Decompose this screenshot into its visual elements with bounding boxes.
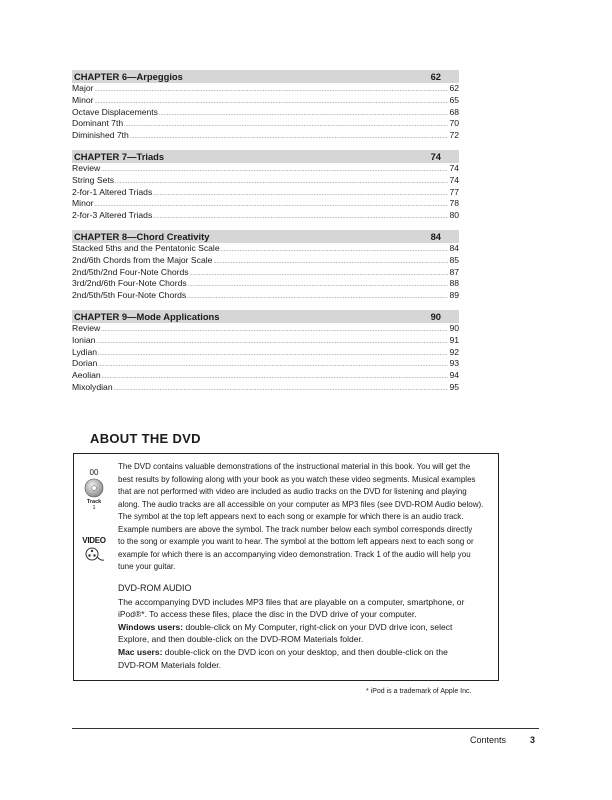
- toc-entry[interactable]: [72, 290, 459, 302]
- description-line: best results by following along with your book as you watch these video segments. Musical examples: [118, 474, 476, 484]
- windows-text: Explore, and then double-click on the DVD-ROM Materials folder.: [118, 634, 364, 645]
- entry-page: 95: [449, 381, 459, 392]
- dvd-info-box: [73, 453, 499, 681]
- entry-title: 2-for-3 Altered Triads: [72, 210, 153, 221]
- chapter-heading[interactable]: [72, 310, 459, 323]
- toc-entry[interactable]: [72, 118, 459, 130]
- entry-title: 2nd/6th Chords from the Major Scale: [72, 254, 213, 265]
- chapter-heading[interactable]: [72, 70, 459, 83]
- chapter-heading[interactable]: [72, 230, 459, 243]
- entry-title: Diminished 7th: [72, 130, 129, 141]
- entry-title: Dorian: [72, 358, 98, 369]
- toc-entry[interactable]: [72, 358, 459, 370]
- leader-dots: [102, 372, 449, 384]
- chapter-page: 62: [430, 71, 441, 82]
- entry-title: 3rd/2nd/6th Four-Note Chords: [72, 278, 187, 289]
- leader-dots: [213, 257, 448, 269]
- entry-page: 91: [449, 334, 459, 345]
- entry-title: 2nd/5th/2nd Four-Note Chords: [72, 266, 189, 277]
- mac-label: Mac users:: [118, 646, 163, 657]
- dvd-rom-line: iPod®*. To access these files, place the disc in the DVD drive of your computer.: [118, 609, 417, 620]
- chapter-title: CHAPTER 9—Mode Applications: [74, 310, 220, 322]
- toc-entry[interactable]: [72, 130, 459, 142]
- entry-page: 70: [449, 118, 459, 129]
- entry-page: 94: [449, 370, 459, 381]
- leader-dots: [153, 189, 448, 201]
- description-line: along. The audio tracks are all accessible on your computer as MP3 files (see DVD-ROM Audio below).: [118, 499, 484, 509]
- chapter-page: 84: [430, 230, 441, 242]
- description-line: to the song or example you want to hear. The symbol at the bottom left appears next to each song or: [118, 537, 474, 546]
- dvd-rom-section: [118, 582, 490, 671]
- entry-page: 87: [449, 266, 459, 277]
- entry-page: 89: [449, 290, 459, 301]
- toc-entry[interactable]: [72, 210, 459, 222]
- toc-chapter-section: [72, 230, 459, 302]
- entry-title: Stacked 5ths and the Pentatonic Scale: [72, 242, 220, 253]
- leader-dots: [101, 325, 448, 337]
- windows-instructions: [118, 621, 490, 634]
- leader-dots: [95, 85, 449, 97]
- about-dvd-heading: ABOUT THE DVD: [90, 431, 201, 446]
- entry-title: Mixolydian: [72, 381, 113, 392]
- dvd-rom-line: The accompanying DVD includes MP3 files that are playable on a computer, smartphone, or: [118, 596, 465, 607]
- entry-title: Ionian: [72, 334, 96, 345]
- leader-dots: [114, 384, 449, 396]
- entry-title: 2nd/5th/5th Four-Note Chords: [72, 290, 187, 301]
- entry-title: Review: [72, 162, 101, 173]
- mac-text: double-click on the DVD icon on your desktop, and then double-click on the: [162, 646, 448, 657]
- entry-page: 62: [449, 83, 459, 93]
- dvd-description: [118, 461, 490, 574]
- toc-entry[interactable]: [72, 187, 459, 199]
- table-of-contents: [72, 70, 459, 402]
- description-line: The symbol at the top left appears next to each song or example for which there is an audio track.: [118, 512, 464, 521]
- entry-title: Dominant 7th: [72, 118, 124, 129]
- leader-dots: [159, 109, 448, 121]
- toc-entry[interactable]: [72, 95, 459, 107]
- windows-text: double-click on My Computer, right-click on your DVD drive icon, select: [183, 621, 453, 632]
- toc-entry[interactable]: [72, 347, 459, 359]
- entry-title: Minor: [72, 94, 94, 105]
- footer-label: Contents: [470, 735, 507, 745]
- toc-entry[interactable]: [72, 175, 459, 187]
- chapter-page: 74: [430, 150, 441, 162]
- chapter-title: CHAPTER 7—Triads: [74, 150, 165, 162]
- page-number: 3: [530, 735, 536, 745]
- leader-dots: [188, 280, 449, 292]
- toc-chapter-section: [72, 150, 459, 222]
- toc-entry[interactable]: [72, 267, 459, 279]
- chapter-title: CHAPTER 8—Chord Creativity: [74, 230, 210, 242]
- toc-chapter-section: [72, 310, 459, 394]
- entry-page: 77: [449, 186, 459, 197]
- leader-dots: [130, 132, 449, 144]
- toc-entry[interactable]: [72, 255, 459, 267]
- example-number: 00: [89, 468, 99, 477]
- footer-rule: [72, 728, 539, 729]
- leader-dots: [190, 269, 449, 281]
- toc-entry[interactable]: [72, 370, 459, 382]
- leader-dots: [221, 245, 449, 257]
- windows-label: Windows users:: [118, 621, 184, 632]
- entry-title: String Sets: [72, 174, 115, 185]
- entry-page: 85: [449, 254, 459, 265]
- entry-title: Aeolian: [72, 370, 101, 381]
- entry-page: 93: [449, 358, 459, 369]
- entry-page: 84: [449, 242, 459, 253]
- film-reel-icon: [83, 545, 105, 563]
- entry-page: 78: [449, 198, 459, 209]
- entry-page: 90: [449, 322, 459, 333]
- entry-title: Lydian: [72, 346, 98, 357]
- toc-entry[interactable]: [72, 323, 459, 335]
- toc-entry[interactable]: [72, 382, 459, 394]
- toc-entry[interactable]: [72, 107, 459, 119]
- entry-page: 80: [449, 210, 459, 221]
- footnote: * iPod is a trademark of Apple Inc.: [366, 688, 472, 695]
- toc-entry[interactable]: [72, 278, 459, 290]
- track-number: 1: [92, 505, 96, 511]
- leader-dots: [187, 292, 448, 304]
- chapter-page: 90: [430, 310, 441, 322]
- entry-page: 65: [449, 94, 459, 105]
- toc-entry[interactable]: [72, 198, 459, 210]
- leader-dots: [96, 337, 448, 349]
- entry-title: Review: [72, 322, 101, 333]
- leader-dots: [124, 120, 448, 132]
- entry-title: Major: [72, 83, 94, 93]
- entry-title: Octave Displacements: [72, 106, 158, 117]
- audio-track-symbol: [74, 468, 114, 511]
- toc-chapter-section: [72, 70, 459, 142]
- leader-dots: [98, 360, 448, 372]
- toc-entry[interactable]: [72, 83, 459, 95]
- cd-icon: [84, 478, 104, 498]
- entry-page: 72: [449, 130, 459, 141]
- entry-page: 88: [449, 278, 459, 289]
- entry-page: 74: [449, 162, 459, 173]
- mac-instructions: [118, 646, 490, 659]
- description-line: that are not performed with video are included as audio tracks on the DVD for listening and playing: [118, 487, 467, 496]
- description-line: tune your guitar.: [118, 562, 176, 571]
- entry-title: Minor: [72, 198, 94, 209]
- toc-entry[interactable]: [72, 243, 459, 255]
- mac-text: DVD-ROM Materials folder.: [118, 659, 221, 670]
- entry-title: 2-for-1 Altered Triads: [72, 186, 153, 197]
- toc-entry[interactable]: [72, 335, 459, 347]
- chapter-heading[interactable]: [72, 150, 459, 163]
- track-label: Track: [86, 499, 102, 505]
- leader-dots: [153, 212, 448, 224]
- description-line: The DVD contains valuable demonstrations of the instructional material in this book. You will get the: [118, 462, 471, 471]
- video-label: VIDEO: [82, 536, 106, 545]
- toc-entry[interactable]: [72, 163, 459, 175]
- entry-page: 74: [449, 174, 459, 185]
- leader-dots: [115, 177, 448, 189]
- leader-dots: [101, 165, 448, 177]
- chapter-title: CHAPTER 6—Arpeggios: [74, 71, 183, 82]
- entry-page: 68: [449, 106, 459, 117]
- video-symbol: [74, 536, 114, 563]
- dvd-rom-heading: DVD-ROM AUDIO: [118, 583, 192, 593]
- entry-page: 92: [449, 346, 459, 357]
- description-line: example for which there is an accompanying video demonstration. Track 1 of the audio will help you: [118, 549, 471, 559]
- description-line: Example numbers are above the symbol. The track number below each symbol corresponds directly: [118, 524, 473, 534]
- leader-dots: [98, 349, 448, 361]
